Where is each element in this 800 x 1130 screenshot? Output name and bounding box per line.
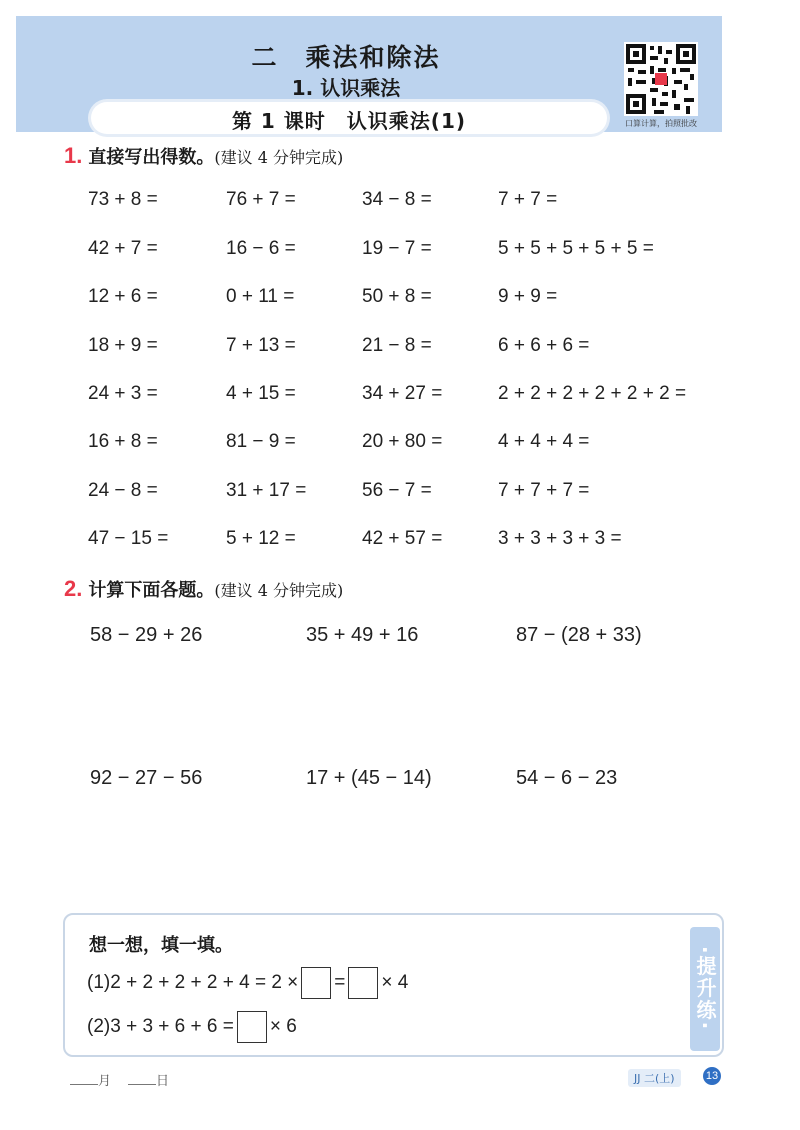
practice-1-right: × 4 (381, 972, 409, 994)
q1-expr: 42 + 57 = (362, 528, 443, 549)
answer-box[interactable] (301, 967, 331, 999)
practice-2-right: × 6 (269, 1016, 297, 1038)
answer-box[interactable] (348, 967, 378, 999)
date-month (70, 1070, 111, 1089)
q1-expr: 4 + 15 = (226, 383, 296, 404)
q1-title: 直接写出得数。 (88, 147, 215, 168)
q1-expr: 76 + 7 = (226, 189, 296, 210)
practice-1-left: (1)2 + 2 + 2 + 2 + 4 = 2 × (87, 972, 299, 994)
q1-expr: 7 + 7 = (498, 189, 558, 210)
q1-expr: 81 − 9 = (226, 431, 296, 452)
q2-expr: 54 − 6 − 23 (516, 767, 618, 789)
practice-box (63, 913, 724, 1057)
q1-expr: 16 − 6 = (226, 238, 296, 259)
q1-expr: 73 + 8 = (88, 189, 158, 210)
q1-number: 1. (64, 143, 83, 168)
q2-expr: 35 + 49 + 16 (306, 624, 419, 646)
q1-expr: 31 + 17 = (226, 480, 307, 501)
q2-expr: 58 − 29 + 26 (90, 624, 203, 646)
q1-expr: 24 + 3 = (88, 383, 158, 404)
q1-expr: 56 − 7 = (362, 480, 432, 501)
q1-expr: 12 + 6 = (88, 286, 158, 307)
q1-expr: 5 + 12 = (226, 528, 296, 549)
q1-expr: 50 + 8 = (362, 286, 432, 307)
practice-title: 想一想，填一填。 (89, 935, 233, 956)
q1-expr: 2 + 2 + 2 + 2 + 2 + 2 = (498, 383, 687, 404)
q1-expr: 6 + 6 + 6 = (498, 335, 590, 356)
practice-2-left: (2)3 + 3 + 6 + 6 = (87, 1016, 234, 1038)
q1-expr: 47 − 15 = (88, 528, 169, 549)
practice-tab: ·提升练· (690, 927, 720, 1051)
q2-hint: (建议 4 分钟完成) (214, 581, 344, 600)
q1-expr: 24 − 8 = (88, 480, 158, 501)
grade-label: JJ 二(上) (628, 1069, 681, 1087)
q1-expr: 16 + 8 = (88, 431, 158, 452)
header-band (16, 16, 722, 132)
q2-heading (64, 576, 343, 602)
q2-expr: 92 − 27 − 56 (90, 767, 203, 789)
q1-expr: 4 + 4 + 4 = (498, 431, 590, 452)
day-label: 日 (156, 1074, 170, 1089)
q1-expr: 9 + 9 = (498, 286, 558, 307)
q1-expr: 5 + 5 + 5 + 5 + 5 = (498, 238, 654, 259)
q1-expr: 18 + 9 = (88, 335, 158, 356)
q1-expr: 34 − 8 = (362, 189, 432, 210)
month-blank[interactable] (70, 1070, 98, 1085)
q2-expr: 87 − (28 + 33) (516, 624, 642, 646)
q2-number: 2. (64, 576, 83, 601)
q1-heading (64, 143, 343, 169)
page-number: 13 (703, 1067, 721, 1085)
qr-code-icon[interactable] (624, 42, 698, 116)
q1-expr: 21 − 8 = (362, 335, 432, 356)
month-label: 月 (98, 1074, 112, 1089)
q1-expr: 34 + 27 = (362, 383, 443, 404)
practice-line-2 (87, 1011, 297, 1043)
q1-expr: 0 + 11 = (226, 286, 295, 307)
q1-hint: (建议 4 分钟完成) (214, 148, 344, 167)
lesson-title: 第 1 课时 认识乘法(1) (231, 109, 467, 133)
answer-box[interactable] (237, 1011, 267, 1043)
section-title: 1. 认识乘法 (291, 76, 401, 100)
chapter-title: 二 乘法和除法 (251, 43, 441, 72)
lesson-band (91, 102, 607, 134)
q1-expr: 3 + 3 + 3 + 3 = (498, 528, 622, 549)
practice-1-eq: = (334, 972, 346, 994)
q1-expr: 7 + 7 + 7 = (498, 480, 590, 501)
q1-expr: 42 + 7 = (88, 238, 158, 259)
q1-expr: 20 + 80 = (362, 431, 443, 452)
qr-caption: 口算计算，拍照批改 (625, 119, 697, 128)
date-day (128, 1070, 169, 1089)
q2-expr: 17 + (45 − 14) (306, 767, 432, 789)
q2-title: 计算下面各题。 (88, 580, 215, 601)
q1-expr: 19 − 7 = (362, 238, 432, 259)
day-blank[interactable] (128, 1070, 156, 1085)
practice-line-1 (87, 967, 408, 999)
q1-expr: 7 + 13 = (226, 335, 296, 356)
